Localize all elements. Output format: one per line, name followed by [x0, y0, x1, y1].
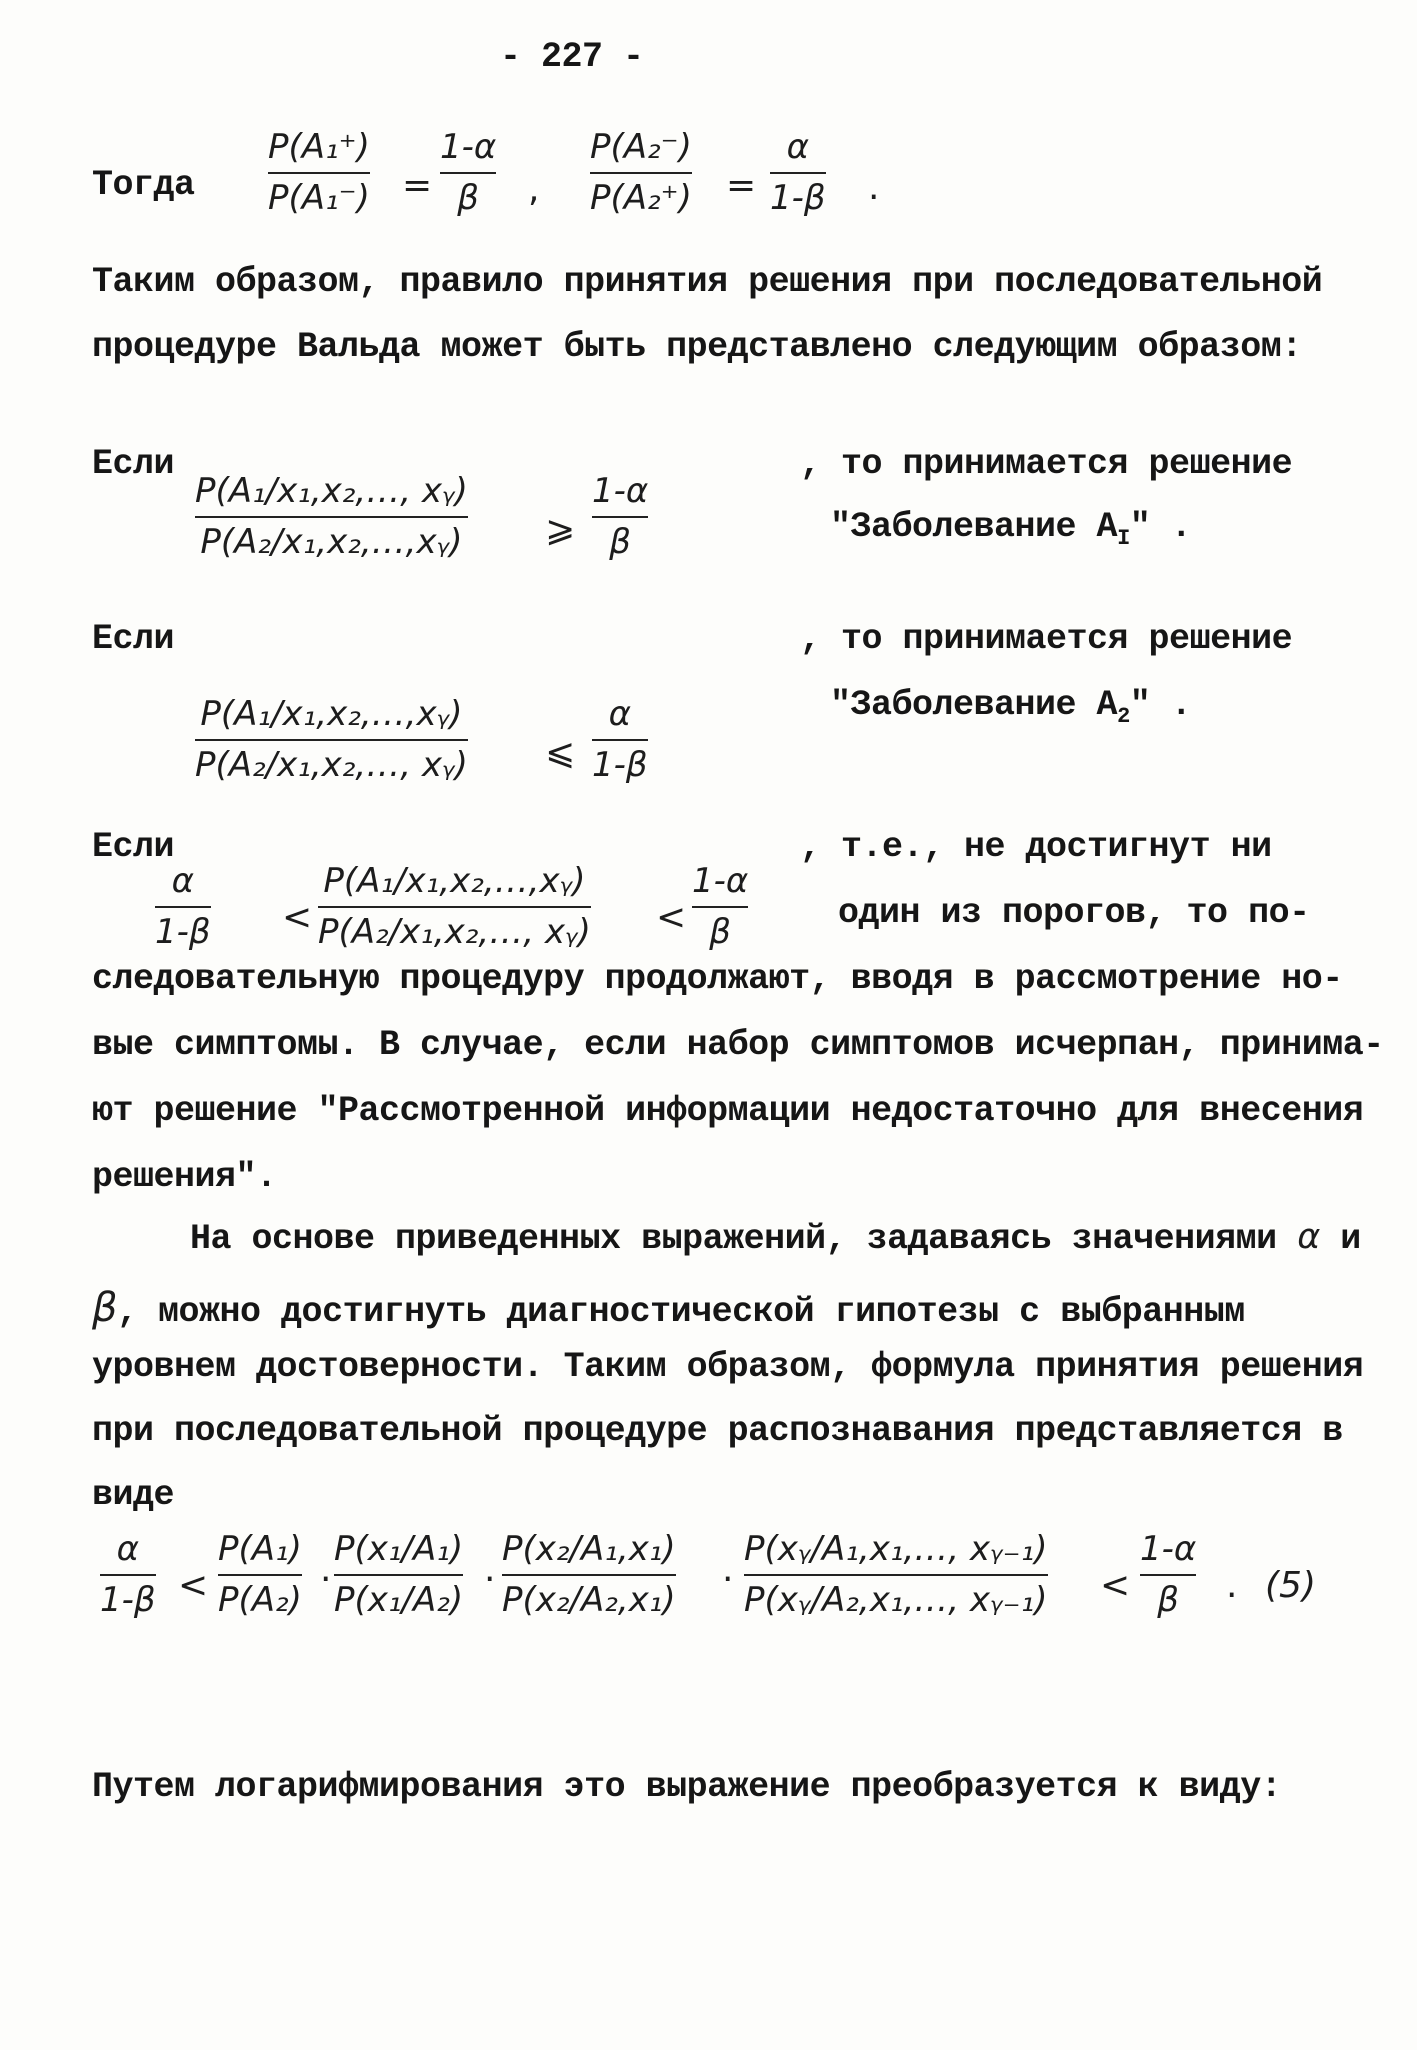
final-line: Путем логарифмирования это выражение преобразуется к виду: [92, 1767, 1282, 1807]
eq5-period: . [1226, 1565, 1238, 1606]
eq5-right-fraction [1140, 1530, 1196, 1620]
rule3-fraction [318, 862, 591, 952]
eq5-f4-num: P(xᵧ/A₁,x₁,…, xᵧ₋₁) [744, 1529, 1048, 1569]
eq5-less-1: < [178, 1565, 209, 1606]
eq5-lnum: α [116, 1529, 140, 1569]
eq1-comma: , [528, 169, 540, 210]
rule2-den: P(A₂/x₁,x₂,…, xᵧ) [195, 745, 468, 786]
eq5-f3-num: P(x₂/A₁,x₁) [502, 1529, 676, 1569]
rule1-num: P(A₁/x₁,x₂,…, xᵧ) [195, 471, 468, 511]
eq5-dot-2: · [484, 1559, 496, 1600]
para2-line-3: ют решение "Рассмотренной информации недостаточно для внесения [92, 1091, 1364, 1131]
rule1-label: Если [92, 444, 175, 484]
rule2-right-fraction [592, 695, 648, 785]
rule1-rnum: 1-α [592, 471, 649, 511]
eq5-less-2: < [1100, 1565, 1131, 1606]
eq1-fraction-1 [268, 128, 370, 218]
rule2-rden: 1-β [592, 745, 648, 786]
para2-line-2: вые симптомы. В случае, если набор симптомов исчерпан, принима- [92, 1025, 1384, 1065]
page-number: - 227 - [500, 37, 644, 77]
eq5-rnum: 1-α [1140, 1529, 1197, 1569]
tolda-word: Тогда [92, 165, 195, 205]
rule3-less-2: < [656, 897, 687, 938]
rule2-op: ⩽ [545, 732, 576, 773]
eq5-number: (5) [1265, 1565, 1316, 1606]
eq1-fraction-3 [590, 128, 692, 218]
rule3-rden: β [709, 912, 731, 953]
para2-line-4: решения". [92, 1157, 277, 1197]
rule3-den: P(A₂/x₁,x₂,…, xᵧ) [318, 912, 591, 953]
rule3-left-fraction [155, 862, 211, 952]
eq5-fraction-2 [334, 1530, 463, 1620]
rule1-rden: β [609, 522, 631, 563]
eq5-f2-num: P(x₁/A₁) [334, 1529, 464, 1569]
para3-line-3: уровнем достоверности. Таким образом, формула принятия решения [92, 1347, 1364, 1387]
rule3-num: P(A₁/x₁,x₂,…,xᵧ) [323, 861, 586, 901]
eq5-dot-3: · [722, 1559, 734, 1600]
eq5-f2-den: P(x₁/A₂) [334, 1580, 464, 1621]
eq5-fraction-4 [744, 1530, 1048, 1620]
eq1-f2-num: 1-α [440, 127, 497, 167]
eq1-f4-den: 1-β [770, 178, 826, 219]
eq5-f1-num: P(A₁) [218, 1529, 302, 1569]
eq1-f1-num: P(A₁⁺) [268, 127, 370, 167]
eq5-fraction-1 [218, 1530, 302, 1620]
rule2-num: P(A₁/x₁,x₂,…,xᵧ) [200, 694, 463, 734]
para2-line-1: следовательную процедуру продолжают, вводя в рассмотрение но- [92, 959, 1343, 999]
rule1-text-1: , то принимается решение [800, 444, 1293, 484]
eq1-f1-den: P(A₁⁻) [268, 178, 370, 219]
rule1-text-2: "Заболевание $A_I$" . [830, 507, 1192, 551]
rule2-fraction [195, 695, 468, 785]
eq1-equals-1: = [402, 165, 433, 206]
eq5-lden: 1-β [100, 1580, 156, 1621]
eq1-fraction-4 [770, 128, 826, 218]
para3-line-1: На основе приведенных выражений, задаваясь значениями α и [190, 1217, 1361, 1259]
eq1-f3-num: P(A₂⁻) [590, 127, 692, 167]
eq1-f2-den: β [457, 178, 479, 219]
eq5-dot-1: · [320, 1559, 332, 1600]
rule2-text-1: , то принимается решение [800, 619, 1293, 659]
rule3-label: Если [92, 827, 175, 867]
rule2-label: Если [92, 619, 175, 659]
rule3-lnum: α [171, 861, 195, 901]
eq1-f4-num: α [786, 127, 810, 167]
rule3-text-1: , т.е., не достигнут ни [800, 827, 1272, 867]
rule1-right-fraction [592, 472, 648, 562]
rule3-lden: 1-β [155, 912, 211, 953]
eq5-f3-den: P(x₂/A₂,x₁) [502, 1580, 676, 1621]
rule3-right-fraction [692, 862, 748, 952]
rule1-den: P(A₂/x₁,x₂,…,xᵧ) [200, 522, 463, 563]
rule3-less-1: < [282, 897, 313, 938]
eq5-fraction-3 [502, 1530, 676, 1620]
eq1-f3-den: P(A₂⁺) [590, 178, 692, 219]
eq5-rden: β [1157, 1580, 1179, 1621]
para3-line-5: виде [92, 1475, 175, 1515]
para3-line-2: β, можно достигнуть диагностической гипотезы с выбранным [92, 1285, 1245, 1332]
rule2-text-2: "Заболевание $A_2$" . [830, 685, 1192, 729]
rule1-fraction [195, 472, 468, 562]
rule3-text-2: один из порогов, то по- [838, 893, 1310, 933]
rule3-rnum: 1-α [692, 861, 749, 901]
para1-line-1: Таким образом, правило принятия решения при последовательной [92, 262, 1323, 302]
eq1-equals-2: = [726, 165, 757, 206]
eq5-f4-den: P(xᵧ/A₂,x₁,…, xᵧ₋₁) [744, 1580, 1048, 1621]
eq5-left-fraction [100, 1530, 156, 1620]
rule1-op: ⩾ [545, 509, 576, 550]
para1-line-2: процедуре Вальда может быть представлено следующим образом: [92, 327, 1302, 367]
eq5-f1-den: P(A₂) [218, 1580, 302, 1621]
eq1-period: . [868, 167, 880, 208]
para3-line-4: при последовательной процедуре распознавания представляется в [92, 1411, 1343, 1451]
rule2-rnum: α [608, 694, 632, 734]
eq1-fraction-2 [440, 128, 496, 218]
